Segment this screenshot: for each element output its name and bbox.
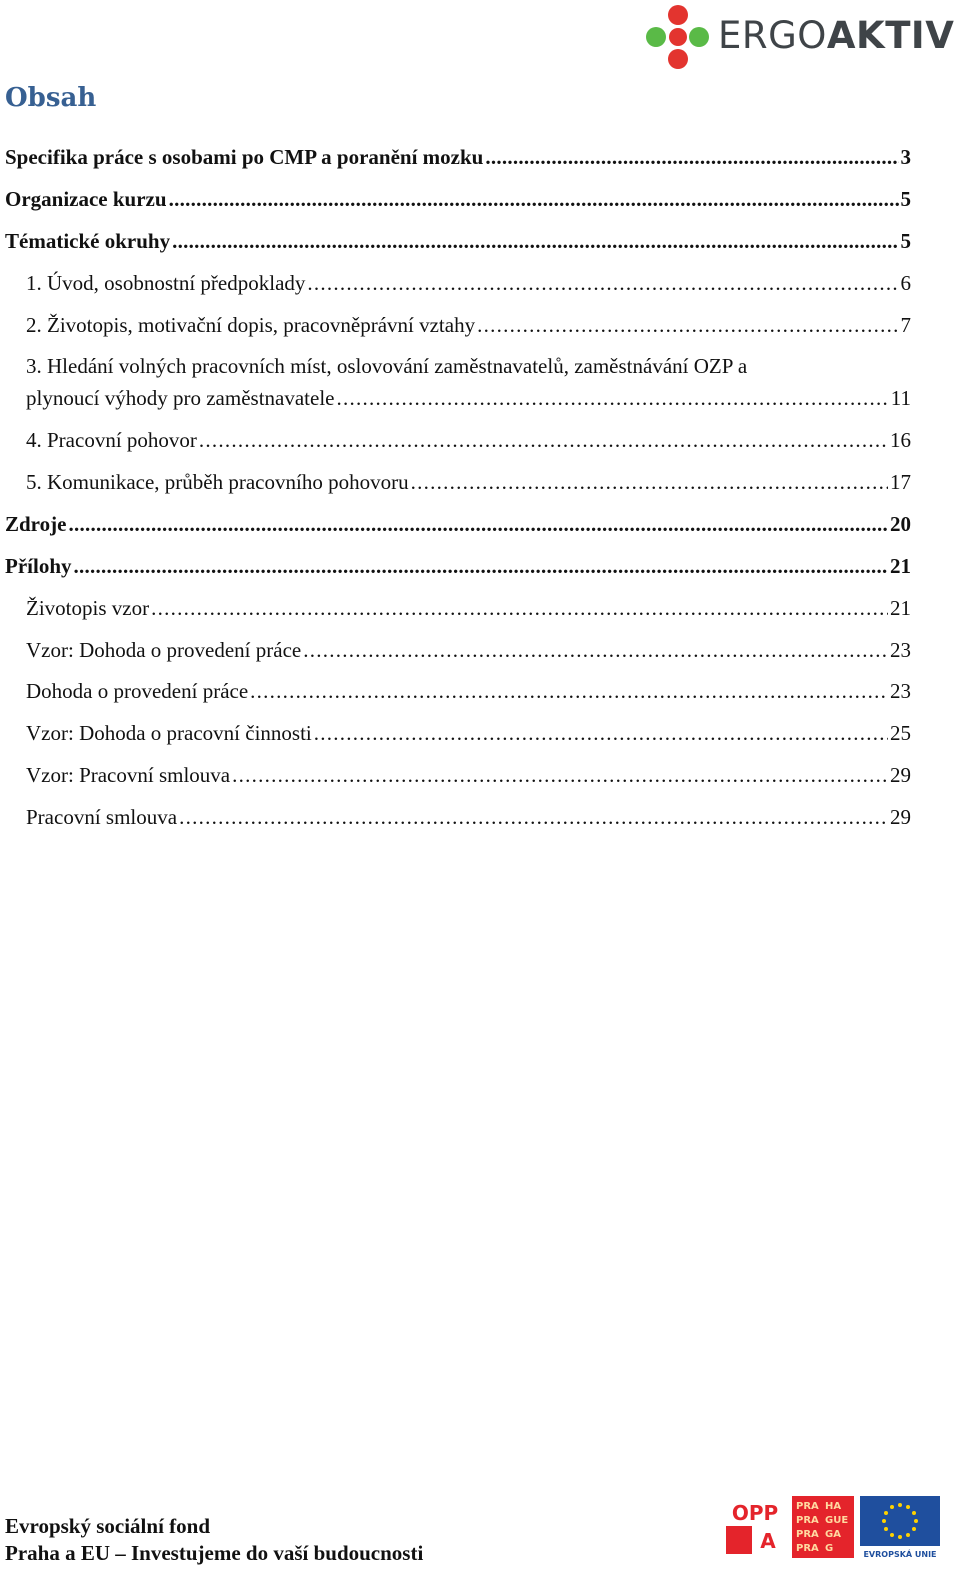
prague-logo-cell: HA [825,1501,842,1512]
toc-entry-page: 29 [890,805,911,829]
toc-entry[interactable] [26,425,911,455]
toc-entry-page: 21 [890,554,911,578]
logo-text-ergo: ERGO [718,14,827,57]
toc-entry-title: Zdroje [5,512,67,536]
toc-entry-title: Přílohy [5,554,72,578]
toc-leader-dots [151,593,888,623]
toc-entry-title: 1. Úvod, osobnostní předpoklady [26,271,306,295]
toc-leader-dots [199,425,888,455]
toc-entry-title: 2. Životopis, motivační dopis, pracovněprávní vztahy [26,313,476,337]
page-footer [5,1513,423,1567]
logo-text-aktiv: AKTIV [826,14,955,57]
toc-entry-title: Dohoda o provedení práce [26,679,249,703]
toc-entry[interactable] [26,718,911,748]
toc-entry-title: 5. Komunikace, průběh pracovního pohovoru [26,470,409,494]
toc-leader-dots [172,226,898,256]
footer-line-2: Praha a EU – Investujeme do vaší budoucnosti [5,1541,424,1565]
toc-leader-dots [307,268,898,298]
toc-leader-dots [169,184,899,214]
toc-entry[interactable] [5,509,911,539]
toc-entry-page: 5 [900,187,911,211]
prague-logo-cell: PRA [796,1543,819,1554]
toc-entry-page: 5 [900,229,911,253]
toc-entry-page: 23 [890,638,911,662]
toc-entry[interactable] [5,551,911,581]
toc-entry-title: Specifika práce s osobami po CMP a poranění mozku [5,145,484,169]
toc-leader-dots [232,760,888,790]
toc-entry[interactable] [26,635,911,665]
toc-leader-dots [74,551,889,581]
toc-leader-dots [303,635,888,665]
toc-entry[interactable] [26,467,911,497]
opp-logo [724,1496,786,1558]
ergoaktiv-logo [644,4,955,72]
opp-logo-line2: A [760,1529,776,1553]
prague-logo-cell: PRA [796,1529,819,1540]
prague-logo-cell: PRA [796,1501,819,1512]
toc-entry-page: 25 [890,721,911,745]
toc-entry-title: Vzor: Dohoda o pracovní činnosti [26,721,312,745]
toc-entry-page: 17 [890,470,911,494]
logo-wordmark [718,14,954,58]
toc-entry[interactable] [5,142,911,172]
toc-entry-page: 29 [890,763,911,787]
toc-leader-dots [68,509,888,539]
toc-leader-dots [250,676,888,706]
toc-entry[interactable] [26,676,911,706]
toc-entry-title: Tématické okruhy [5,229,171,253]
prague-logo [792,1496,854,1558]
toc-entry-page: 20 [890,512,911,536]
toc-leader-dots [179,802,888,832]
toc-entry-page: 21 [890,596,911,620]
toc-entry-page: 3 [900,145,911,169]
toc-leader-dots [411,467,888,497]
toc-entry[interactable] [26,310,911,340]
opp-logo-line1: OPP [731,1501,779,1525]
toc-entry-page: 11 [890,386,911,410]
prague-logo-cell: GA [825,1529,841,1540]
toc-entry[interactable] [26,760,911,790]
eu-flag-logo [860,1496,940,1560]
toc-entry[interactable] [26,802,911,832]
toc-entry[interactable] [26,383,911,413]
toc-entry-title: Životopis vzor [26,596,150,620]
prague-logo-cell: GUE [825,1515,849,1526]
prague-logo-cell: G [825,1543,834,1554]
toc-entry-page: 7 [900,313,911,337]
prague-logo-cell: PRA [796,1515,819,1526]
toc-entry-title: Organizace kurzu [5,187,167,211]
toc-entry-title: Vzor: Pracovní smlouva [26,763,231,787]
toc-entry-title: Pracovní smlouva [26,805,178,829]
toc-leader-dots [337,383,889,413]
toc-entry-title: 4. Pracovní pohovor [26,428,197,452]
eu-label: EVROPSKÁ UNIE [863,1550,937,1559]
toc-entry[interactable] [26,593,911,623]
toc-entry-title-line1[interactable]: 3. Hledání volných pracovních míst, oslovování zaměstnavatelů, zaměstnávání OZP a [26,354,748,378]
toc-heading: Obsah [5,83,97,113]
toc-leader-dots [314,718,888,748]
toc-leader-dots [477,310,898,340]
toc-entry-title: Vzor: Dohoda o provedení práce [26,638,302,662]
toc-entry-page: 6 [900,271,911,295]
toc-entry[interactable] [5,226,911,256]
toc-leader-dots [485,142,898,172]
toc-entry-page: 16 [890,428,911,452]
toc-entry[interactable] [26,268,911,298]
toc-entry[interactable] [5,184,911,214]
footer-line-1: Evropský sociální fond [5,1514,211,1538]
logo-dots-icon [644,4,714,70]
toc-entry-page: 23 [890,679,911,703]
toc-entry-title: plynoucí výhody pro zaměstnavatele [26,386,335,410]
